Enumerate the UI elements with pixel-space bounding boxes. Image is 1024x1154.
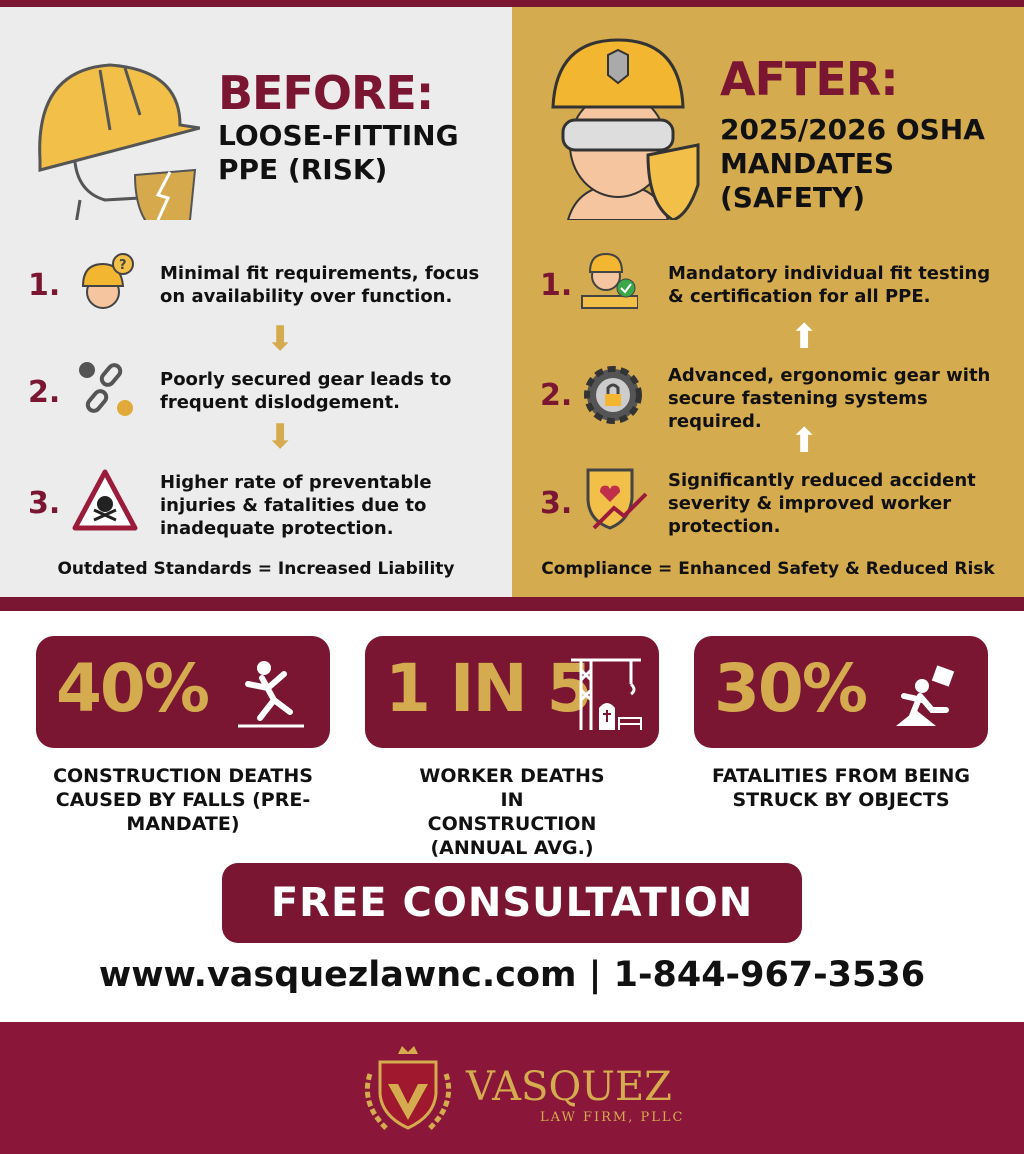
after-step-1-number: 1.: [540, 268, 573, 303]
stat-label: FATALITIES FROM BEING STRUCK BY OBJECTS: [711, 765, 970, 811]
logo-name: VASQUEZ: [466, 1064, 672, 1110]
stat-value: 30%: [714, 650, 866, 727]
after-step-3-number: 3.: [540, 486, 573, 521]
after-title: AFTER:: [720, 52, 898, 106]
stat-card-falls: [36, 636, 330, 748]
worker-goggles-shield-icon: [548, 35, 708, 220]
contact-info[interactable]: www.vasquezlawnc.com | 1-844-967-3536: [98, 955, 926, 995]
before-title: BEFORE:: [218, 66, 434, 120]
crane-grave-icon: [561, 650, 645, 734]
stat-label: WORKER DEATHS IN CONSTRUCTION (ANNUAL AVG.): [419, 765, 605, 859]
after-step-2-text: Advanced, ergonomic gear with secure fastening systems required.: [668, 365, 991, 432]
up-arrow-icon: ⬆: [790, 317, 819, 357]
before-step-3-number: 3.: [28, 486, 61, 521]
after-step-3-text: Significantly reduced accident severity & improved worker protection.: [668, 470, 976, 537]
before-step-1-text: Minimal fit requirements, focus on availability over function.: [160, 263, 480, 307]
logo-subtitle: LAW FIRM, PLLC: [540, 1110, 685, 1125]
after-footer: Compliance = Enhanced Safety & Reduced Risk: [541, 559, 995, 579]
fit-test-check-icon: [578, 250, 638, 310]
before-subtitle-line2: PPE (RISK): [218, 153, 388, 186]
hardhat-question-icon: [75, 252, 135, 312]
after-step-2-number: 2.: [540, 378, 573, 413]
after-step-1-text: Mandatory individual fit testing & certification for all PPE.: [668, 263, 991, 307]
before-step-1-number: 1.: [28, 268, 61, 303]
svg-text:?: ?: [119, 258, 127, 273]
before-step-3-text: Higher rate of preventable injuries & fatalities due to inadequate protection.: [160, 472, 432, 539]
stat-value: 40%: [56, 650, 208, 727]
law-firm-crest-logo: [358, 1044, 458, 1136]
before-subtitle-line1: LOOSE-FITTING: [218, 119, 459, 152]
after-subtitle-line3: (SAFETY): [720, 181, 866, 214]
stat-card-worker-deaths: [365, 636, 659, 748]
top-bar: [0, 0, 1024, 7]
before-footer: Outdated Standards = Increased Liability: [57, 559, 455, 579]
after-subtitle-line1: 2025/2026 OSHA: [720, 113, 985, 146]
worker-broken-shield-icon: [30, 30, 200, 220]
stat-value: 1 IN 5: [385, 650, 591, 727]
before-step-2-number: 2.: [28, 375, 61, 410]
broken-chain-gears-icon: [75, 358, 135, 418]
down-arrow-icon: ⬇: [266, 417, 295, 457]
divider-strip: [0, 597, 1024, 611]
stat-card-struck-by: [694, 636, 988, 748]
shield-heart-trend-icon: [580, 462, 652, 534]
up-arrow-icon: ⬆: [790, 421, 819, 461]
after-subtitle-line2: MANDATES: [720, 147, 895, 180]
before-step-2-text: Poorly secured gear leads to frequent dislodgement.: [160, 369, 452, 413]
struck-by-object-icon: [892, 656, 966, 730]
skull-warning-icon: [72, 468, 138, 532]
stat-label: CONSTRUCTION DEATHS CAUSED BY FALLS (PRE-MANDATE): [53, 765, 313, 835]
gear-lock-icon: [580, 362, 646, 428]
falling-person-icon: [234, 656, 308, 730]
down-arrow-icon: ⬇: [266, 319, 295, 359]
free-consultation-button[interactable]: FREE CONSULTATION: [222, 863, 802, 943]
